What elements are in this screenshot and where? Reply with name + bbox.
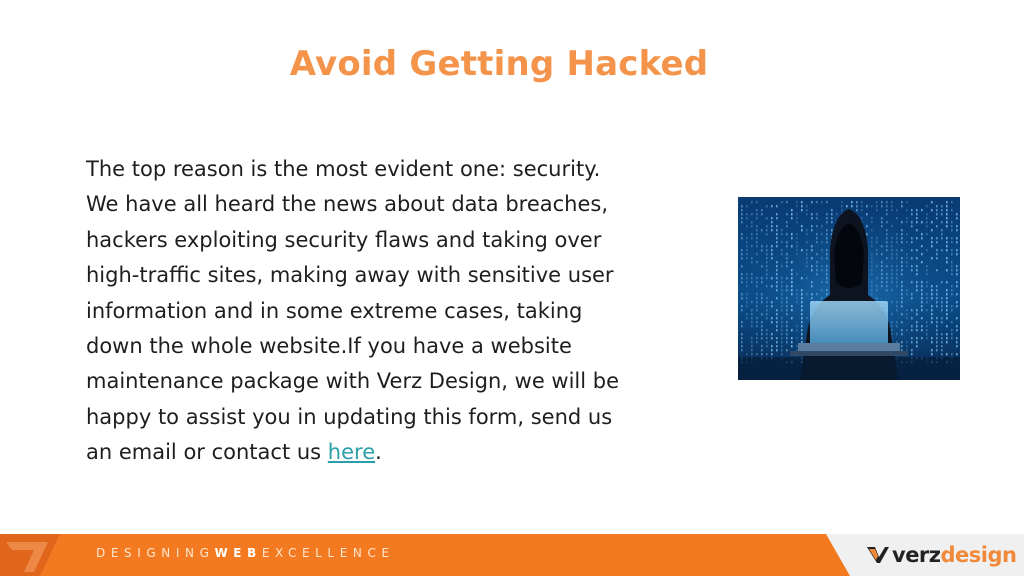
body-line: information and in some extreme cases, taking	[86, 298, 583, 323]
logo-text-verz: verz	[892, 543, 941, 567]
last-line-prefix: an email or contact us	[86, 440, 328, 465]
footer-tagline	[96, 546, 395, 560]
body-line: The top reason is the most evident one: security.	[86, 157, 601, 181]
body-line: We have all heard the news about data breaches,	[86, 192, 608, 217]
verz-design-logo	[866, 540, 1016, 570]
verz-v-logo-icon	[866, 543, 890, 567]
last-line-suffix: .	[375, 440, 382, 465]
tagline-web: WEB	[214, 546, 262, 560]
footer-bar	[0, 534, 1024, 576]
body-line: maintenance package with Verz Design, we will be	[86, 369, 620, 394]
body-paragraph	[86, 152, 686, 471]
tagline-excellence: EXCELLENCE	[261, 546, 395, 560]
slide-title: Avoid Getting Hacked	[289, 44, 709, 84]
contact-here-link[interactable]: here	[327, 440, 376, 465]
body-line: down the whole website.If you have a website	[86, 334, 572, 359]
hooded-hacker-image	[738, 197, 960, 380]
logo-wordmark	[892, 543, 1016, 567]
tagline-designing: DESIGNING	[96, 546, 215, 560]
body-line: happy to assist you in updating this form, send us	[86, 404, 613, 429]
body-line: hackers exploiting security flaws and taking over	[86, 227, 602, 252]
body-line: high-traffic sites, making away with sensitive user	[86, 263, 614, 288]
logo-text-design: design	[940, 543, 1017, 567]
body-line-last	[86, 435, 686, 470]
